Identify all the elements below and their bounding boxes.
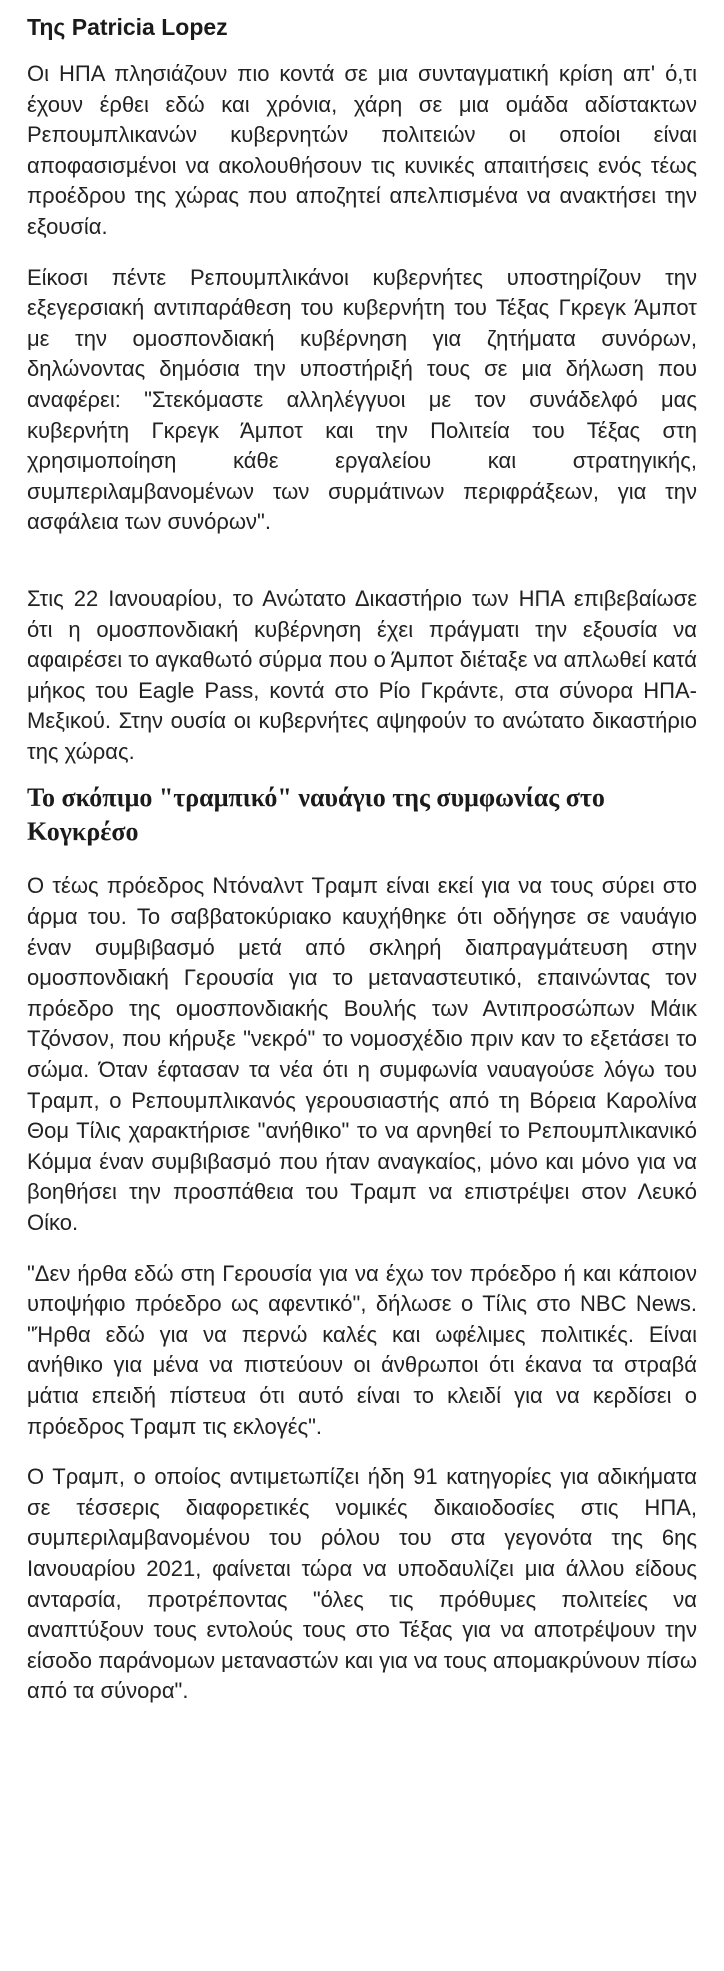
- byline: Της Patricia Lopez: [27, 14, 228, 40]
- article-paragraph: Ο τέως πρόεδρος Ντόναλντ Τραμπ είναι εκεί για να τους σύρει στο άρμα του. Το σαββατοκύριακο καυχήθηκε ότι οδήγησε σε ναυάγιο έναν συμβιβασμό μετά από σκληρή διαπραγμάτευση στην ομοσπονδιακή Γερουσία για το μεταναστευτικό, επαινώντας τον πρόεδρο της ομοσπονδιακής Βουλής των Αντιπροσώπων Μάικ Τζόνσον, που κήρυξε "νεκρό" το νομοσχέδιο πριν καν το εξετάσει το σώμα. Όταν έφτασαν τα νέα ότι η συμφωνία ναυαγούσε λόγω του Τραμπ, ο Ρεπουμπλικανός γερουσιαστής από τη Βόρεια Καρολίνα Θομ Τίλις χαρακτήρισε "ανήθικο" το να αρνηθεί το Ρεπουμπλικανικό Κόμμα έναν συμβιβασμό που ήταν αναγκαίος, μόνο και μόνο για να βοηθήσει την προσπάθεια του Τραμπ να επιστρέψει στον Λευκό Οίκο.: [27, 873, 697, 1235]
- article-paragraph: Στις 22 Ιανουαρίου, το Ανώτατο Δικαστήριο των ΗΠΑ επιβεβαίωσε ότι η ομοσπονδιακή κυβέρνηση έχει πράγματι την εξουσία να αφαιρέσει το αγκαθωτό σύρμα που ο Άμποτ διέταξε να απλωθεί κατά μήκος του Eagle Pass, κοντά στο Ρίο Γκράντε, στα σύνορα ΗΠΑ-Μεξικού. Στην ουσία οι κυβερνήτες αψηφούν το ανώτατο δικαστήριο της χώρας.: [27, 585, 697, 764]
- article-paragraph: Οι ΗΠΑ πλησιάζουν πιο κοντά σε μια συνταγματική κρίση απ' ό,τι έχουν έρθει εδώ και χρόνια, χάρη σε μια ομάδα αδίστακτων Ρεπουμπλικανών κυβερνητών πολιτειών οι οποίοι είναι αποφασισμένοι να ακολουθήσουν τις κυνικές απαιτήσεις ενός τέως προέδρου της χώρας που αποζητεί απελπισμένα να ανακτήσει την εξουσία.: [27, 61, 697, 239]
- article-paragraph: Είκοσι πέντε Ρεπουμπλικάνοι κυβερνήτες υποστηρίζουν την εξεγερσιακή αντιπαράθεση του κυβερνήτη του Τέξας Γκρεγκ Άμποτ με την ομοσπονδιακή κυβέρνηση για ζητήματα συνόρων, δηλώνοντας δημόσια την υποστήριξή τους σε μια δήλωση που αναφέρει: "Στεκόμαστε αλληλέγγυοι με τον συνάδελφό μας κυβερνήτη Γκρεγκ Άμποτ και την Πολιτεία του Τέξας στη χρησιμοποίηση κάθε εργαλείου και στρατηγικής, συμπεριλαμβανομένων των συρμάτινων περιφράξεων, για την ασφάλεια των συνόρων".: [27, 264, 697, 535]
- section-heading: Το σκόπιμο "τραμπικό" ναυάγιο της συμφωνίας στο Κογκρέσο: [27, 783, 605, 847]
- article-paragraph: "Δεν ήρθα εδώ στη Γερουσία για να έχω τον πρόεδρο ή και κάποιον υποψήφιο πρόεδρο ως αφεντικό", δήλωσε ο Τίλις στο NBC News. "Ήρθα εδώ για να περνώ καλές και ωφέλιμες πολιτικές. Είναι ανήθικο για μένα να πιστεύουν οι άνθρωποι ότι έκανα τα στραβά μάτια επειδή πίστευα ότι αυτό είναι το κλειδί για να κερδίσει ο πρόεδρος Τραμπ τις εκλογές".: [27, 1260, 697, 1439]
- article-paragraph: Ο Τραμπ, ο οποίος αντιμετωπίζει ήδη 91 κατηγορίες για αδικήματα σε τέσσερις διαφορετικές νομικές δικαιοδοσίες στις ΗΠΑ, συμπεριλαμβανομένου του ρόλου του στα γεγονότα της 6ης Ιανουαρίου 2021, φαίνεται τώρα να υποδαυλίζει μια άλλου είδους ανταρσία, προτρέποντας "όλες τις πρόθυμες πολιτείες να αναπτύξουν τους εντολούς τους στο Τέξας για να αποτρέψουν την είσοδο παράνομων μεταναστών και για να τους απομακρύνουν πίσω από τα σύνορα".: [27, 1464, 697, 1704]
- article-body: [27, 0, 697, 1727]
